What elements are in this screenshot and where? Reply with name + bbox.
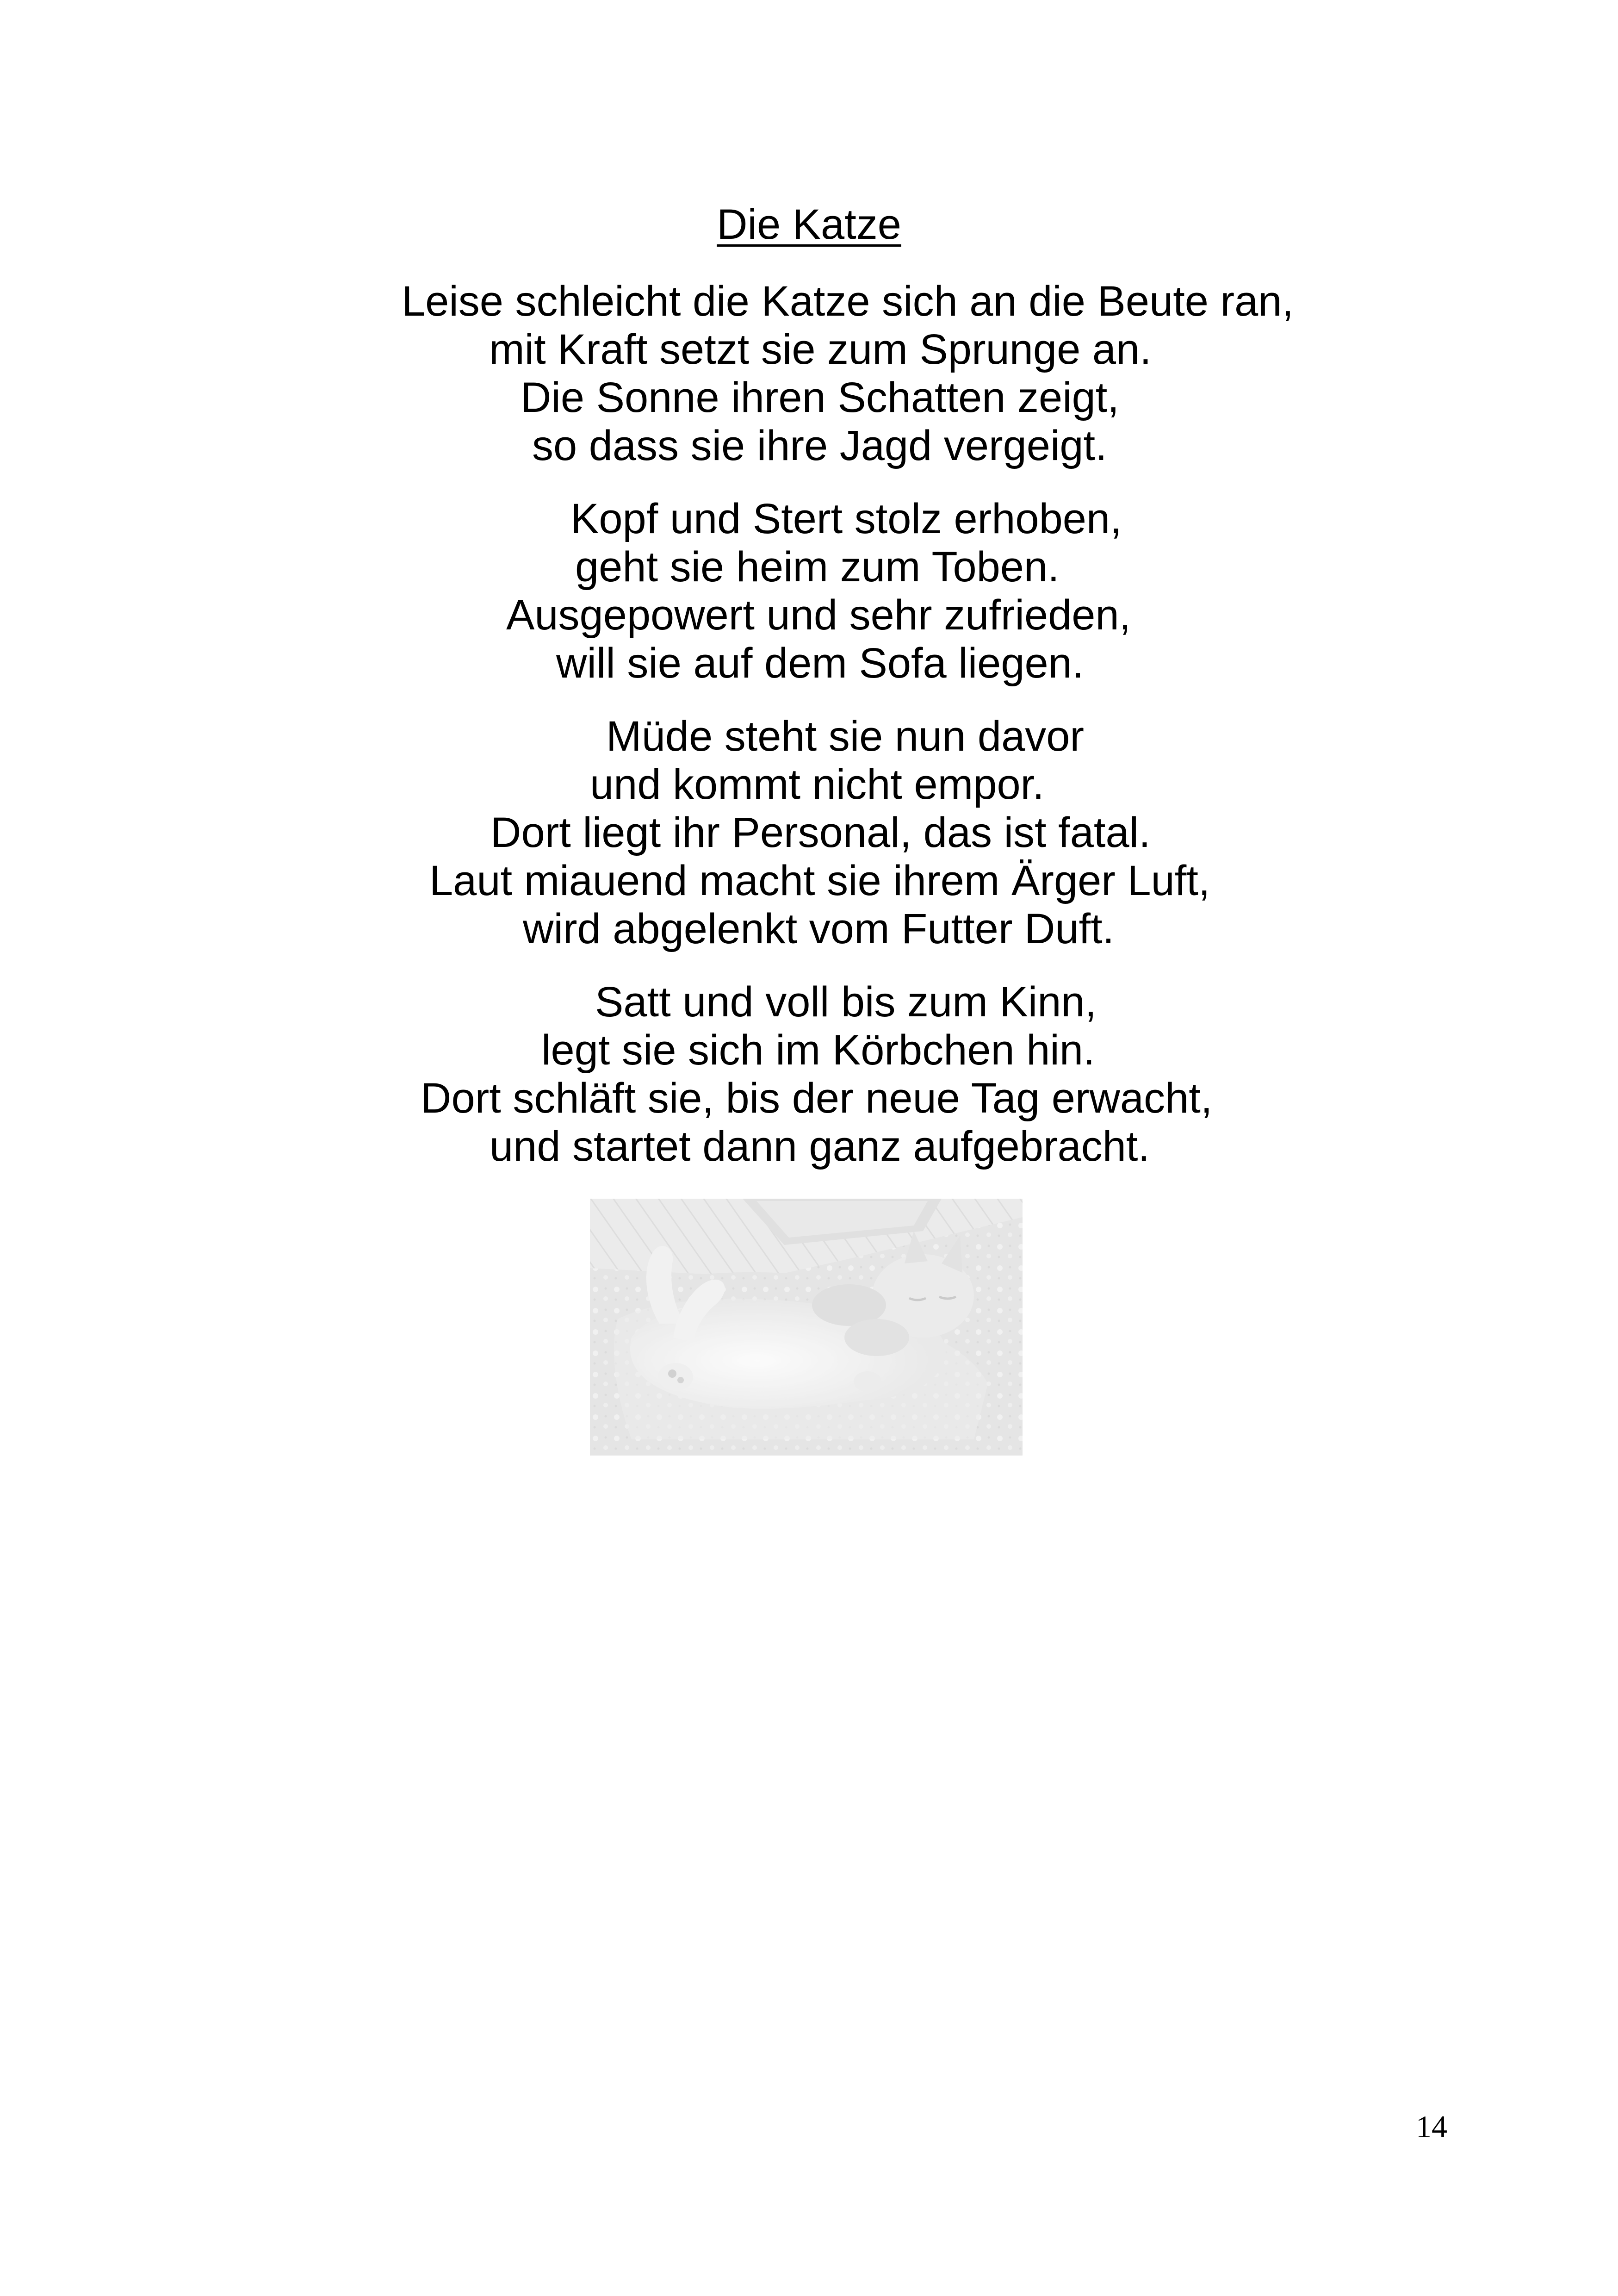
poem-line: legt sie sich im Körbchen hin. [541, 1027, 1095, 1074]
poem-line: geht sie heim zum Toben. [575, 543, 1060, 591]
page-number: 14 [1416, 2109, 1447, 2144]
poem-line: Kopf und Stert stolz erhoben, [570, 495, 1122, 542]
poem-line: Ausgepowert und sehr zufrieden, [506, 591, 1131, 639]
poem-line: Dort liegt ihr Personal, das ist fatal. [490, 809, 1151, 856]
poem-line: Dort schläft sie, bis der neue Tag erwacht, [421, 1075, 1213, 1122]
poem-line: Müde steht sie nun davor [606, 713, 1085, 760]
poem-line: wird abgelenkt vom Futter Duft. [523, 905, 1115, 952]
poem-line: und kommt nicht empor. [590, 761, 1044, 808]
poem-line: will sie auf dem Sofa liegen. [556, 640, 1084, 687]
poem-line: so dass sie ihre Jagd vergeigt. [532, 422, 1107, 469]
poem-line: Leise schleicht die Katze sich an die Beute ran, [402, 278, 1294, 325]
poem-line: und startet dann ganz aufgebracht. [490, 1123, 1150, 1170]
poem-line: Laut miauend macht sie ihrem Ärger Luft, [429, 857, 1210, 904]
poem-line: Satt und voll bis zum Kinn, [595, 978, 1097, 1026]
sleeping-cat-photo [590, 1199, 1023, 1456]
poem-title: Die Katze [717, 201, 901, 248]
poem-line: Die Sonne ihren Schatten zeigt, [521, 374, 1119, 421]
poem-line: mit Kraft setzt sie zum Sprunge an. [489, 326, 1152, 373]
